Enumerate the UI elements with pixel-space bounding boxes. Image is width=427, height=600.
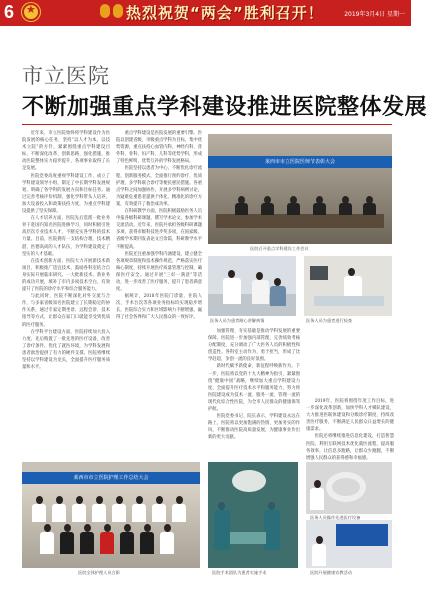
article-column-3 xyxy=(208,328,300,454)
photo-group xyxy=(22,462,200,568)
paragraph: 医院党委书记、院长表示，学科建设永远在路上，医院将以更加饱满的热情、更加务实的作风，不断推动医院高质量发展，为健康事业作出新的更大贡献。 xyxy=(208,414,300,441)
paragraph: 医院还将继续推进信息化建设，打造智慧医院，利用互联网技术优化就医流程，提高服务效率，让信息多跑路，让群众少跑腿，不断增强人民群众的获得感和幸福感。 xyxy=(306,434,394,461)
paragraph: 医院党委高度重视学科建设工作，成立了学科建设领导小组，制定了中长期学科发展规划，明确了各学科的发展方向和目标任务。通过完善考核评价机制，强化学科带头人培养，加大设备投入和政策扶持力度，为重点学科建设提供了坚实保障。 xyxy=(22,173,110,215)
photo-caption: 医院全体护理人员合影 xyxy=(78,570,120,575)
paragraph: 在技术创新方面，医院大力开展新技术新项目，积极推广适宜技术，鼓励各科室结合自身实际开展临床研究。一大批新技术、新业务的成功开展，填补了市内多项技术空白，有效提升了医院的诊疗水平和综合服务能力。 xyxy=(22,258,110,293)
stage-banner xyxy=(208,156,392,168)
photo-equipment xyxy=(306,462,392,514)
issue-date: 2019年3月4日 星期一 xyxy=(344,11,405,18)
banner-text: 莱西市市立医院护理工作总结大会 xyxy=(73,475,149,481)
paragraph: 在科研教学方面，医院积极鼓励医务人员申报各级科研课题，撰写学术论文，参加学术交流活动。近年来，医院共承担各级科研课题多项，获得市级科技进步奖多项，在国家级、省级学术期刊发表论文百余篇，科研教学水平不断提高。 xyxy=(116,209,202,250)
paragraph: 据统计，2018年医院门诊量、住院人次、手术台次等各项业务指标均实现稳步增长，医院综合实力和区域影响力不断增强，赢得了社会各界和广大人民群众的一致好评。 xyxy=(116,294,202,321)
photo-screen xyxy=(306,520,392,568)
paragraph: 在学科平台建设方面，医院持续加大投入力度，先后购置了一批先进的医疗设备，改善了诊疗条件，优化了就医环境，为学科发展和患者救治提供了有力的硬件支撑。医院将继续坚持以学科建设为龙头，全面提升医疗服务质量和水平。 xyxy=(22,329,110,371)
photo-consultation xyxy=(208,256,296,316)
paragraph: 重点学科建设是医院发展的重要引擎。医院以创建省级、市级重点学科为目标，集中优势资源，重点扶持心血管内科、神经内科、普外科、骨科、妇产科、儿科等优势学科，形成了特色鲜明、优势互补的学科发展格局。 xyxy=(116,131,202,165)
divider xyxy=(22,124,392,125)
lantern-icon xyxy=(113,4,123,18)
photo-surgery xyxy=(208,462,298,568)
photo-caption: 医院开展健康宣教活动 xyxy=(310,570,352,575)
page-number: 6 xyxy=(4,2,15,22)
paragraph: 与此同时，医院不断深化对外交流与合作，与多家省级知名医院建立了长期稳定的协作关系，通过专家定期坐诊、远程会诊、技术指导等方式，让群众在家门口就能享受到优质的医疗服务。 xyxy=(22,294,110,328)
paragraph: 加强管理、夯实基础是推动学科发展的重要保障。医院进一步加强内部管理，完善绩效考核分配制度，充分调动了广大医务人员的积极性和创造性。各科室主动作为、勇于担当，形成了比学赶超、争创一流的良好氛围。 xyxy=(208,329,300,363)
section-title: 市立医院 xyxy=(22,64,110,88)
photo-meeting xyxy=(208,134,392,244)
banner-title: 热烈祝贺“两会”胜利召开！ xyxy=(126,4,324,22)
photo-caption: 医务人员为患者耐心讲解病情 xyxy=(210,318,265,323)
photo-caption: 医务人员操作先进医疗设备 xyxy=(310,515,361,520)
paragraph: 在人才培养方面，医院先后选派一批业务骨干赴国内知名医院进修学习，同时积极引进高层次专业技术人才，不断充实各学科的技术力量。目前，医院拥有一支结构合理、技术精湛、医德高尚的人才队伍，为学科建设奠定了坚实的人才基础。 xyxy=(22,216,110,257)
headline: 不断加强重点学科建设推进医院整体发展 xyxy=(22,94,427,120)
banner-text: 莱西市市立医院医师节表彰大会 xyxy=(264,159,335,165)
paragraph: 医院坚持以患者为中心，不断优化诊疗流程，创新服务模式，全面推行预约诊疗、优质护理、多学科联合诊疗等便民惠民措施。各重点学科之间加强协作，开展多学科病例讨论，为疑难危重患者提供个体化、精准化的诊疗方案，有效提升了救治成功率。 xyxy=(116,166,202,207)
national-emblem-icon xyxy=(22,3,40,21)
paragraph: 近年来，市立医院始终将学科建设作为医院发展的核心任务，坚持“以人才为本，以技术立院”的方针，紧紧围绕重点学科建设目标，不断深化改革、创新思路、强化措施，推动医院整体实力稳步提升，各项事业取得了长足发展。 xyxy=(22,131,110,172)
paragraph: 2019年，医院将围绕年度工作目标，进一步深化改革创新，加快学科人才梯队建设，大力推进医联体建设和分级诊疗制度，持续改善医疗服务，不断满足人民群众日益增长的健康需求。 xyxy=(306,399,394,433)
stage-banner xyxy=(22,472,200,484)
article-column-2 xyxy=(116,130,202,452)
photo-examination xyxy=(304,256,392,316)
article-column-4 xyxy=(306,398,394,461)
photo-caption: 医务人员为患者进行检查 xyxy=(306,318,353,323)
page-banner xyxy=(0,0,411,26)
photo-caption: 医院手术团队为患者实施手术 xyxy=(212,570,267,575)
photo-caption: 医院召开重点学科建设工作会议 xyxy=(250,246,309,251)
paragraph: 新时代赋予新使命，新征程呼唤新作为。下一步，医院将以党的十九大精神为指引，紧紧围绕“健康中国”战略，继续加大重点学科建设力度，全面提升医疗技术水平和服务能力，努力将医院建设成为技术一流、服务一流、管理一流的现代化综合性医院，为全市人民群众的健康保驾护航。 xyxy=(208,364,300,413)
paragraph: 医院还注重加强学科内涵建设，建立健全各项规章制度和技术操作规范，严格落实医疗核心制度，持续开展医疗质量管理与控制，确保医疗安全。通过开展“三好一满意”等活动，进一步改善了医疗服务，提升了患者满意度。 xyxy=(116,251,202,293)
article-column-1 xyxy=(22,130,110,452)
lantern-icon xyxy=(100,4,110,18)
